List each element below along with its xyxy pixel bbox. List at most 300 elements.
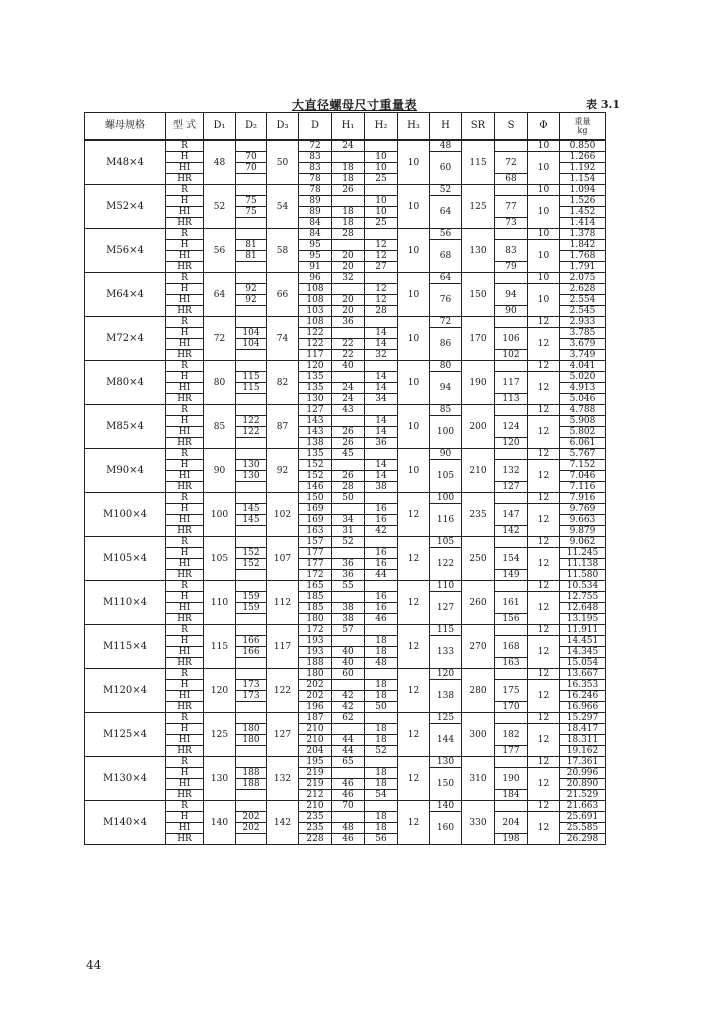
weight-value: 4.041 — [560, 361, 606, 372]
h1-value: 26 — [332, 185, 365, 196]
h1-value: 52 — [332, 537, 365, 548]
h-value: 120 — [430, 669, 462, 680]
nut-type: HI — [166, 647, 204, 658]
nut-type: HI — [166, 559, 204, 570]
d3-value: 102 — [267, 493, 299, 537]
nut-type: HR — [166, 482, 204, 493]
weight-value: 2.628 — [560, 284, 606, 295]
h2-value: 18 — [365, 680, 398, 691]
d1-value: 110 — [204, 581, 236, 625]
h2-value — [365, 669, 398, 680]
weight-value: 15.054 — [560, 658, 606, 669]
s-value: 79 — [495, 262, 528, 273]
nut-type: R — [166, 449, 204, 460]
nut-type: HR — [166, 614, 204, 625]
d-value: 127 — [299, 405, 332, 416]
d-value: 157 — [299, 537, 332, 548]
nut-type: R — [166, 185, 204, 196]
weight-value: 5.908 — [560, 416, 606, 427]
h1-value: 45 — [332, 449, 365, 460]
s-value — [495, 493, 528, 504]
d-value: 210 — [299, 801, 332, 812]
d-value: 202 — [299, 691, 332, 702]
nut-type: H — [166, 724, 204, 735]
header-h2: H₂ — [365, 113, 398, 141]
weight-value: 4.913 — [560, 383, 606, 394]
d-value: 122 — [299, 339, 332, 350]
h1-value: 18 — [332, 163, 365, 174]
d2-value — [236, 669, 267, 680]
h2-value: 52 — [365, 746, 398, 757]
d-value: 135 — [299, 372, 332, 383]
h2-value: 14 — [365, 383, 398, 394]
d-value: 108 — [299, 284, 332, 295]
weight-value: 4.788 — [560, 405, 606, 416]
weight-value: 21.663 — [560, 801, 606, 812]
d2-value — [236, 262, 267, 273]
d3-value: 117 — [267, 625, 299, 669]
h-value: 100 — [430, 493, 462, 504]
d-value: 195 — [299, 757, 332, 768]
table-row — [85, 405, 606, 416]
h-value: 76 — [430, 284, 462, 317]
d2-value — [236, 394, 267, 405]
h3-value: 10 — [398, 273, 430, 317]
h2-value: 54 — [365, 790, 398, 801]
nut-spec: M105×4 — [85, 537, 166, 581]
nut-type: HI — [166, 427, 204, 438]
d2-value: 173 — [236, 680, 267, 691]
d2-value — [236, 218, 267, 229]
s-value: 102 — [495, 350, 528, 361]
d-value: 193 — [299, 647, 332, 658]
d-value: 150 — [299, 493, 332, 504]
d-value: 146 — [299, 482, 332, 493]
nut-type: HI — [166, 515, 204, 526]
phi-value: 10 — [528, 229, 560, 240]
h-value: 105 — [430, 537, 462, 548]
table-row — [85, 493, 606, 504]
h2-value: 14 — [365, 328, 398, 339]
h-value: 94 — [430, 372, 462, 405]
h1-value: 48 — [332, 823, 365, 834]
d2-value — [236, 174, 267, 185]
d-value: 204 — [299, 746, 332, 757]
d3-value: 82 — [267, 361, 299, 405]
h-value: 115 — [430, 625, 462, 636]
table-row — [85, 537, 606, 548]
header-h1: H₁ — [332, 113, 365, 141]
weight-value: 1.768 — [560, 251, 606, 262]
h2-value: 18 — [365, 768, 398, 779]
table-row — [85, 229, 606, 240]
h2-value: 36 — [365, 438, 398, 449]
h-value: 64 — [430, 273, 462, 284]
s-value — [495, 625, 528, 636]
weight-value: 12.648 — [560, 603, 606, 614]
h2-value — [365, 185, 398, 196]
h2-value: 14 — [365, 471, 398, 482]
nut-type: HI — [166, 735, 204, 746]
d-value: 219 — [299, 779, 332, 790]
h1-value — [332, 636, 365, 647]
phi-value: 12 — [528, 372, 560, 405]
h-value: 60 — [430, 152, 462, 185]
d2-value: 70 — [236, 163, 267, 174]
h2-value: 50 — [365, 702, 398, 713]
weight-value: 12.755 — [560, 592, 606, 603]
table-row — [85, 801, 606, 812]
d1-value: 72 — [204, 317, 236, 361]
table-body — [85, 140, 606, 845]
d2-value — [236, 834, 267, 845]
h1-value: 20 — [332, 262, 365, 273]
d2-value — [236, 185, 267, 196]
sr-value: 330 — [462, 801, 495, 845]
d-value: 165 — [299, 581, 332, 592]
d3-value: 142 — [267, 801, 299, 845]
header-d: D — [299, 113, 332, 141]
weight-value: 9.879 — [560, 526, 606, 537]
d1-value: 85 — [204, 405, 236, 449]
weight-value: 5.767 — [560, 449, 606, 460]
s-value: 161 — [495, 592, 528, 614]
nut-type: R — [166, 140, 204, 152]
h1-value: 42 — [332, 702, 365, 713]
phi-value: 12 — [528, 801, 560, 812]
h1-value — [332, 152, 365, 163]
phi-value: 10 — [528, 240, 560, 273]
d-value: 135 — [299, 449, 332, 460]
h2-value — [365, 493, 398, 504]
d2-value: 92 — [236, 295, 267, 306]
d-value: 95 — [299, 240, 332, 251]
d2-value — [236, 438, 267, 449]
weight-value: 25.691 — [560, 812, 606, 823]
h1-value — [332, 284, 365, 295]
h1-value — [332, 768, 365, 779]
weight-value: 10.534 — [560, 581, 606, 592]
d2-value — [236, 537, 267, 548]
d2-value: 152 — [236, 548, 267, 559]
s-value — [495, 317, 528, 328]
d2-value: 70 — [236, 152, 267, 163]
h2-value: 14 — [365, 460, 398, 471]
nut-spec: M72×4 — [85, 317, 166, 361]
d2-value — [236, 350, 267, 361]
nut-spec: M120×4 — [85, 669, 166, 713]
h-value: 122 — [430, 548, 462, 581]
h1-value — [332, 548, 365, 559]
h2-value: 16 — [365, 504, 398, 515]
nut-type: HI — [166, 779, 204, 790]
d2-value: 122 — [236, 416, 267, 427]
h-value: 86 — [430, 328, 462, 361]
h2-value: 18 — [365, 636, 398, 647]
s-value: 68 — [495, 174, 528, 185]
sr-value: 210 — [462, 449, 495, 493]
header-phi: Φ — [528, 113, 560, 141]
s-value: 124 — [495, 416, 528, 438]
d2-value: 104 — [236, 328, 267, 339]
s-value — [495, 537, 528, 548]
d2-value — [236, 713, 267, 724]
nut-type: H — [166, 460, 204, 471]
h3-value: 12 — [398, 581, 430, 625]
s-value: 94 — [495, 284, 528, 306]
h1-value: 24 — [332, 140, 365, 152]
d2-value — [236, 614, 267, 625]
h2-value: 34 — [365, 394, 398, 405]
nut-type: R — [166, 757, 204, 768]
phi-value: 10 — [528, 140, 560, 152]
nut-type: HR — [166, 350, 204, 361]
weight-value: 6.061 — [560, 438, 606, 449]
h2-value: 10 — [365, 163, 398, 174]
d2-value — [236, 140, 267, 152]
h2-value — [365, 361, 398, 372]
s-value: 175 — [495, 680, 528, 702]
h3-value: 10 — [398, 140, 430, 185]
nut-type: HR — [166, 526, 204, 537]
d1-value: 130 — [204, 757, 236, 801]
h1-value: 43 — [332, 405, 365, 416]
weight-value: 7.916 — [560, 493, 606, 504]
h1-value: 26 — [332, 438, 365, 449]
sr-value: 115 — [462, 140, 495, 185]
weight-value: 13.195 — [560, 614, 606, 625]
h1-value: 46 — [332, 834, 365, 845]
h-value: 80 — [430, 361, 462, 372]
h2-value: 10 — [365, 196, 398, 207]
d2-value: 188 — [236, 779, 267, 790]
d-value: 180 — [299, 614, 332, 625]
h1-value: 60 — [332, 669, 365, 680]
d-value: 130 — [299, 394, 332, 405]
weight-value: 16.966 — [560, 702, 606, 713]
weight-value: 2.933 — [560, 317, 606, 328]
h-value: 90 — [430, 449, 462, 460]
h-value: 125 — [430, 713, 462, 724]
d-value: 177 — [299, 559, 332, 570]
h2-value: 46 — [365, 614, 398, 625]
h2-value — [365, 757, 398, 768]
h3-value: 10 — [398, 361, 430, 405]
d-value: 96 — [299, 273, 332, 284]
d-value: 122 — [299, 328, 332, 339]
d1-value: 100 — [204, 493, 236, 537]
s-value: 90 — [495, 306, 528, 317]
nut-type: R — [166, 537, 204, 548]
nut-type: HI — [166, 163, 204, 174]
h1-value: 50 — [332, 493, 365, 504]
sr-value: 150 — [462, 273, 495, 317]
d-value: 83 — [299, 152, 332, 163]
weight-value: 11.245 — [560, 548, 606, 559]
weight-value: 14.345 — [560, 647, 606, 658]
nut-type: HI — [166, 471, 204, 482]
h1-value: 38 — [332, 603, 365, 614]
h2-value — [365, 581, 398, 592]
s-value: 154 — [495, 548, 528, 570]
header-d3: D₃ — [267, 113, 299, 141]
phi-value: 12 — [528, 680, 560, 713]
nut-type: HR — [166, 306, 204, 317]
d-value: 212 — [299, 790, 332, 801]
d2-value — [236, 790, 267, 801]
h1-value: 18 — [332, 207, 365, 218]
h-value: 72 — [430, 317, 462, 328]
header-weight-label: 重量 — [574, 117, 591, 126]
d2-value: 145 — [236, 515, 267, 526]
h2-value: 12 — [365, 240, 398, 251]
h3-value: 10 — [398, 449, 430, 493]
h1-value: 65 — [332, 757, 365, 768]
phi-value: 12 — [528, 581, 560, 592]
s-value: 120 — [495, 438, 528, 449]
s-value: 177 — [495, 746, 528, 757]
d3-value: 50 — [267, 140, 299, 185]
d-value: 89 — [299, 196, 332, 207]
d2-value: 130 — [236, 460, 267, 471]
sr-value: 130 — [462, 229, 495, 273]
d-value: 117 — [299, 350, 332, 361]
d1-value: 48 — [204, 140, 236, 185]
h1-value: 36 — [332, 570, 365, 581]
d-value: 89 — [299, 207, 332, 218]
d1-value: 52 — [204, 185, 236, 229]
phi-value: 12 — [528, 449, 560, 460]
table-row — [85, 713, 606, 724]
h2-value: 48 — [365, 658, 398, 669]
h1-value — [332, 812, 365, 823]
weight-value: 11.911 — [560, 625, 606, 636]
weight-value: 21.529 — [560, 790, 606, 801]
weight-value: 5.020 — [560, 372, 606, 383]
d-value: 78 — [299, 185, 332, 196]
h3-value: 10 — [398, 229, 430, 273]
d2-value: 104 — [236, 339, 267, 350]
nut-type: H — [166, 680, 204, 691]
s-value: 132 — [495, 460, 528, 482]
d-value: 185 — [299, 592, 332, 603]
h1-value — [332, 680, 365, 691]
weight-value: 1.842 — [560, 240, 606, 251]
d2-value — [236, 801, 267, 812]
s-value: 72 — [495, 152, 528, 174]
h1-value: 18 — [332, 174, 365, 185]
nut-spec: M85×4 — [85, 405, 166, 449]
d2-value — [236, 405, 267, 416]
s-value: 142 — [495, 526, 528, 537]
h1-value: 22 — [332, 350, 365, 361]
nut-type: R — [166, 493, 204, 504]
d3-value: 112 — [267, 581, 299, 625]
d-value: 196 — [299, 702, 332, 713]
nut-spec: M100×4 — [85, 493, 166, 537]
d-value: 210 — [299, 735, 332, 746]
s-value: 163 — [495, 658, 528, 669]
d-value: 143 — [299, 416, 332, 427]
h1-value: 26 — [332, 471, 365, 482]
sr-value: 260 — [462, 581, 495, 625]
h1-value: 28 — [332, 482, 365, 493]
d1-value: 90 — [204, 449, 236, 493]
table-row — [85, 757, 606, 768]
h1-value: 32 — [332, 273, 365, 284]
table-row — [85, 669, 606, 680]
h1-value: 46 — [332, 779, 365, 790]
h2-value: 18 — [365, 779, 398, 790]
nut-type: R — [166, 317, 204, 328]
h1-value: 31 — [332, 526, 365, 537]
d-value: 143 — [299, 427, 332, 438]
nut-type: H — [166, 328, 204, 339]
nut-type: R — [166, 669, 204, 680]
nut-type: R — [166, 625, 204, 636]
d-value: 172 — [299, 625, 332, 636]
weight-value: 7.152 — [560, 460, 606, 471]
h1-value — [332, 416, 365, 427]
nut-type: H — [166, 240, 204, 251]
weight-value: 9.663 — [560, 515, 606, 526]
d1-value: 80 — [204, 361, 236, 405]
weight-value: 7.116 — [560, 482, 606, 493]
phi-value: 10 — [528, 185, 560, 196]
h2-value: 42 — [365, 526, 398, 537]
h1-value — [332, 328, 365, 339]
h-value: 64 — [430, 196, 462, 229]
header-h3: H₃ — [398, 113, 430, 141]
h2-value: 14 — [365, 372, 398, 383]
weight-value: 11.580 — [560, 570, 606, 581]
nut-type: HR — [166, 262, 204, 273]
s-value: 170 — [495, 702, 528, 713]
h2-value: 18 — [365, 691, 398, 702]
d2-value: 115 — [236, 372, 267, 383]
h2-value: 18 — [365, 735, 398, 746]
nut-spec: M56×4 — [85, 229, 166, 273]
d-value: 228 — [299, 834, 332, 845]
d1-value: 120 — [204, 669, 236, 713]
table-row — [85, 273, 606, 284]
h1-value: 62 — [332, 713, 365, 724]
sr-value: 235 — [462, 493, 495, 537]
s-value: 190 — [495, 768, 528, 790]
d2-value: 130 — [236, 471, 267, 482]
h1-value — [332, 460, 365, 471]
weight-value: 0.850 — [560, 140, 606, 152]
nut-type: H — [166, 372, 204, 383]
h2-value: 56 — [365, 834, 398, 845]
phi-value: 10 — [528, 152, 560, 185]
h2-value: 18 — [365, 823, 398, 834]
h2-value: 28 — [365, 306, 398, 317]
h2-value: 10 — [365, 207, 398, 218]
h2-value — [365, 140, 398, 152]
d3-value: 66 — [267, 273, 299, 317]
d2-value — [236, 449, 267, 460]
h2-value: 16 — [365, 515, 398, 526]
h-value: 85 — [430, 405, 462, 416]
nut-type: HR — [166, 658, 204, 669]
table-row — [85, 317, 606, 328]
d-value: 169 — [299, 504, 332, 515]
h3-value: 12 — [398, 713, 430, 757]
weight-value: 18.417 — [560, 724, 606, 735]
sr-value: 170 — [462, 317, 495, 361]
h2-value — [365, 405, 398, 416]
